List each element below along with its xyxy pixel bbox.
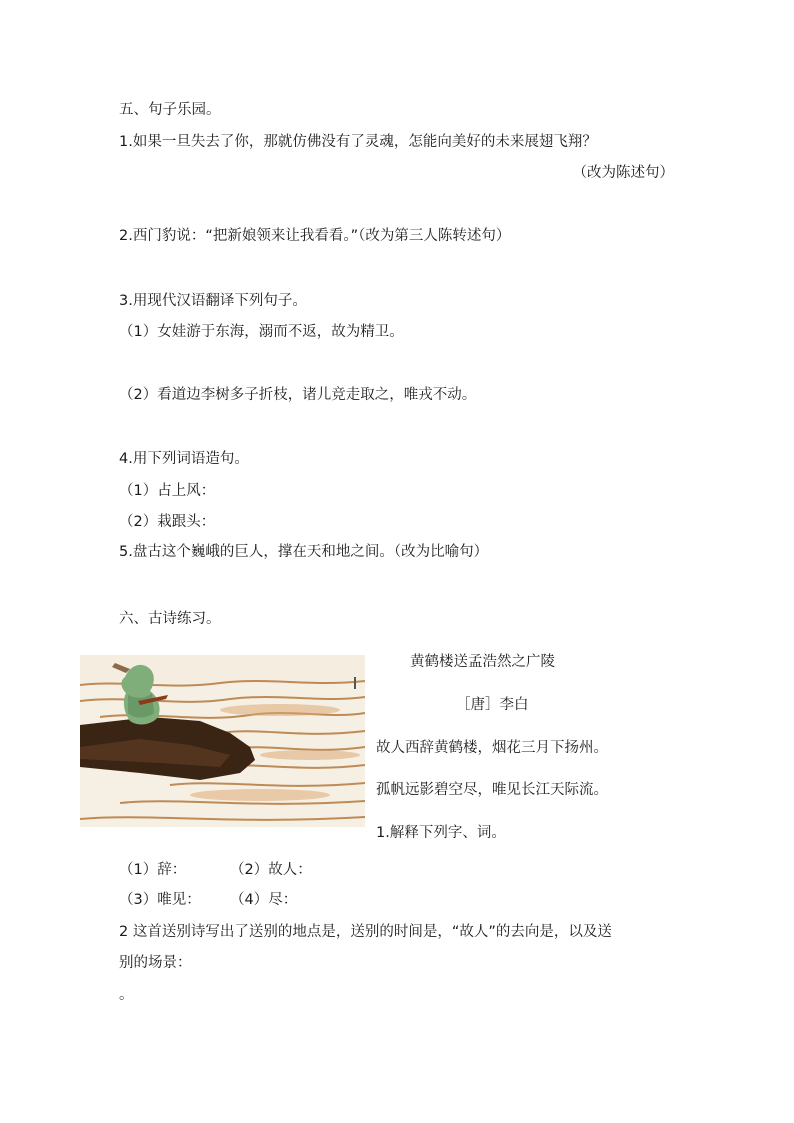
question-6-2-end: 。 bbox=[119, 987, 134, 1003]
question-6-1: 1.解释下列字、词。 bbox=[376, 825, 506, 841]
question-5-4-2: （2）栽跟头： bbox=[119, 514, 216, 530]
question-5-1-instruction: （改为陈述句） bbox=[572, 165, 674, 181]
question-5-3-2: （2）看道边李树多子折枝，诸儿竞走取之，唯戎不动。 bbox=[119, 387, 477, 403]
question-5-3: 3.用现代汉语翻译下列句子。 bbox=[119, 293, 307, 309]
question-5-3-1: （1）女娃游于东海，溺而不返，故为精卫。 bbox=[119, 324, 404, 340]
section5-heading: 五、句子乐园。 bbox=[119, 102, 221, 118]
question-5-1: 1.如果一旦失去了你，那就仿佛没有了灵魂，怎能向美好的未来展翅飞翔？ bbox=[119, 134, 597, 150]
question-5-2: 2.西门豹说：“把新娘领来让我看看。”（改为第三人陈转述句） bbox=[119, 228, 511, 244]
question-5-5: 5.盘古这个巍峨的巨人，撑在天和地之间。（改为比喻句） bbox=[119, 544, 489, 560]
question-5-4-1: （1）占上风： bbox=[119, 483, 216, 499]
question-6-1-b: （2）故人： bbox=[230, 862, 312, 878]
poem-author: ［唐］李白 bbox=[456, 697, 529, 713]
poem-title: 黄鹤楼送孟浩然之广陵 bbox=[410, 654, 555, 670]
question-6-2-line-2: 别的场景： bbox=[119, 955, 192, 971]
question-6-1-a: （1）辞： bbox=[119, 862, 187, 878]
question-6-1-c: （3）唯见： bbox=[119, 892, 201, 908]
question-5-4: 4.用下列词语造句。 bbox=[119, 451, 249, 467]
poem-line-1: 故人西辞黄鹤楼，烟花三月下扬州。 bbox=[376, 740, 608, 756]
poem-line-2: 孤帆远影碧空尽，唯见长江天际流。 bbox=[376, 782, 608, 798]
question-6-2-line-1: 2 这首送别诗写出了送别的地点是，送别的时间是，“故人”的去向是，以及送 bbox=[119, 924, 612, 940]
question-6-1-d: （4）尽： bbox=[230, 892, 298, 908]
poem-illustration bbox=[80, 655, 365, 827]
section6-heading: 六、古诗练习。 bbox=[119, 611, 221, 627]
